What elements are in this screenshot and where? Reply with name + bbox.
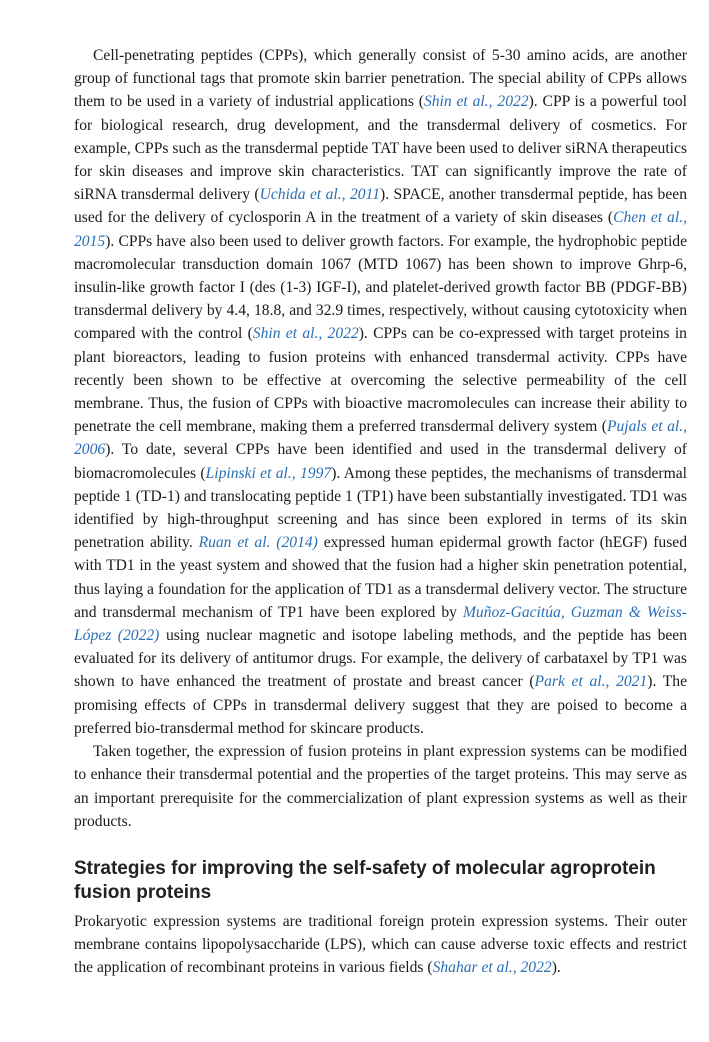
citation-link[interactable]: Shin et al., 2022 [252,325,359,343]
paragraph-text: expressed human epidermal growth factor (hEGF) fused with TD1 in the yeast system and showed that the fusion had a higher skin penetration potential, thus laying a foundation for the application of TD1 as a transdermal delivery vector. The structure and transdermal mechanism of TP1 have been explored by [74,534,688,621]
paragraph-text: Cell-penetrating peptides (CPPs), which generally consist of 5-30 amino acids, are another group of functional tags that promote skin barrier penetration. The special ability of CPPs allows them to be used in a variety of industrial applications ( [74,47,687,111]
paragraph-text: Prokaryotic expression systems are traditional foreign protein expression systems. Their outer membrane contains lipopolysaccharide (LPS), which can cause adverse toxic effects and restrict the application of recombinant proteins in various fields ( [74,912,687,977]
citation-link[interactable]: Shin et al., 2022 [423,93,529,111]
section-heading: Strategies for improving the self-safety of molecular agroprotein fusion proteins [74,857,656,903]
body-paragraph-prokaryotic [74,910,687,980]
citation-link[interactable]: Shahar et al., 2022 [432,959,552,977]
paragraph-text: using nuclear magnetic and isotope labeling methods, and the peptide has been evaluated for its delivery of antitumor drugs. For example, the delivery of carbataxel by TP1 was shown to have enhanced the treatment of prostate and breast cancer ( [74,627,688,691]
citation-link[interactable]: Pujals et al., 2006 [74,418,687,459]
paragraph-text: ). The promising effects of CPPs in transdermal delivery suggest that they are poised to become a preferred bio-transdermal method for skincare products. [74,673,687,737]
citation-link[interactable]: Uchida et al., 2011 [259,186,380,204]
citation-link[interactable]: Park et al., 2021 [534,673,648,691]
paragraph-text: ). CPPs have also been used to deliver growth factors. For example, the hydrophobic peptide macromolecular transduction domain 1067 (MTD 1067) has been shown to improve Ghrp-6, insulin-like growth factor I (des (1-3) IGF-I), and platelet-derived growth factor BB (PDGF-BB) transdermal delivery by 4.4, 18.8, and 32.9 times, respectively, without causing cytotoxicity when compared with the control ( [74,232,687,343]
citation-link[interactable]: Ruan et al. (2014) [198,534,318,552]
paragraph-text: ). Among these peptides, the mechanisms of transdermal peptide 1 (TD-1) and translocating peptide 1 (TP1) have been substantially investigated. TD1 was identified by high-throughput screening and has since been explored in terms of its skin penetration ability. [74,464,687,552]
article-page [74,44,687,980]
paragraph-text: Taken together, the expression of fusion proteins in plant expression systems can be modified to enhance their transdermal potential and the properties of the target proteins. This may serve as an important prerequisite for the commercialization of plant expression systems as well as their products. [74,743,687,830]
paragraph-text: ). SPACE, another transdermal peptide, has been used for the delivery of cyclosporin A in the treatment of a variety of skin diseases ( [74,186,687,227]
paragraph-text: ). To date, several CPPs have been identified and used in the transdermal delivery of biomacromolecules ( [74,441,687,482]
paragraph-text: ). [551,959,561,977]
paragraph-text: ). CPPs can be co-expressed with target proteins in plant bioreactors, leading to fusion proteins with enhanced transdermal activity. CPPs have recently been shown to be effective at overcoming the selective permeability of the cell membrane. Thus, the fusion of CPPs with bioactive macromolecules can increase their ability to penetrate the cell membrane, making them a preferred transdermal delivery system ( [74,325,687,436]
citation-link[interactable]: Lipinski et al., 1997 [205,464,332,482]
citation-link[interactable]: Muñoz-Gacitúa, Guzman & Weiss-López (2022) [74,603,687,645]
paragraph-text: ). CPP is a powerful tool for biological research, drug development, and the transdermal delivery of cosmetics. For example, CPPs such as the transdermal peptide TAT have been used to deliver siRNA therapeutics for skin diseases and improve skin characteristics. TAT can significantly improve the rate of siRNA transdermal delivery ( [74,93,687,204]
citation-link[interactable]: Chen et al., 2015 [74,209,687,250]
body-paragraph-cpps [74,44,687,740]
body-paragraph-summary [74,740,687,833]
